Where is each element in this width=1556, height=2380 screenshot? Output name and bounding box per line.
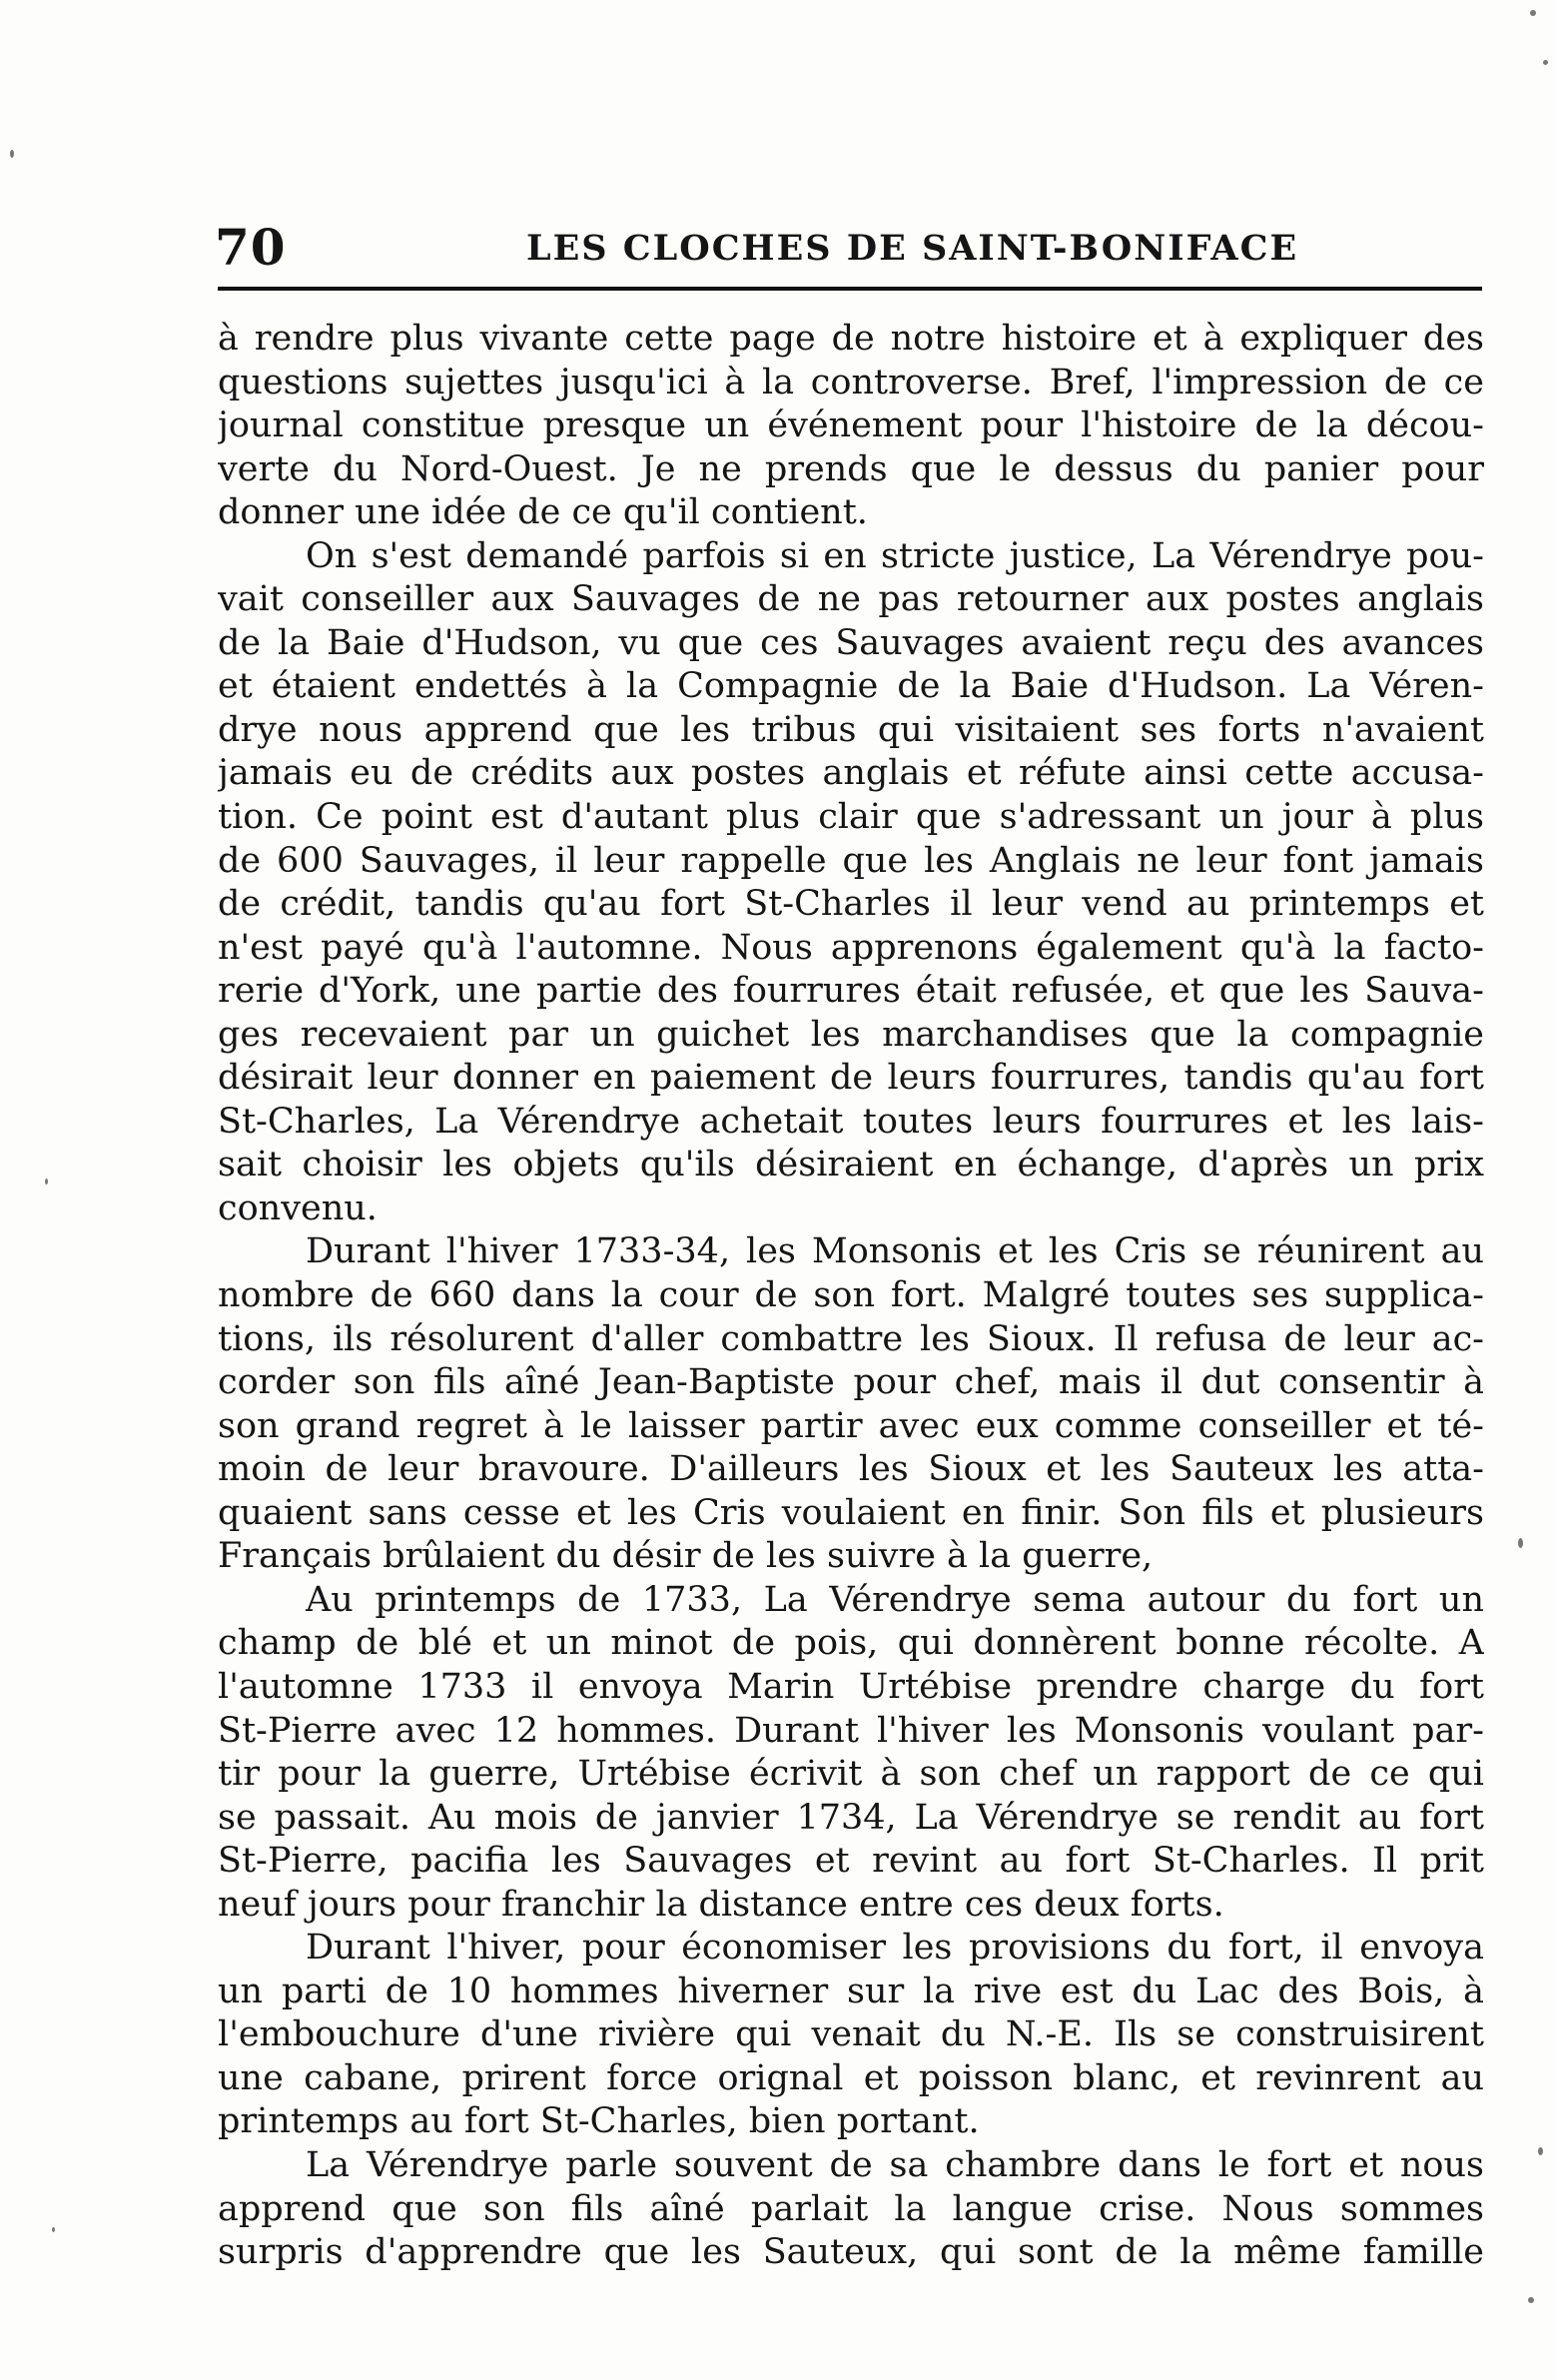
text-line: St-Pierre avec 12 hommes. Durant l'hiver les Monsonis voulant par-	[218, 1710, 1484, 1751]
text-line: et étaient endettés à la Compagnie de la Baie d'Hudson. La Véren-	[218, 666, 1484, 707]
scan-speck	[10, 150, 14, 158]
text-line: se passait. Au mois de janvier 1734, La Vérendrye se rendit au fort	[218, 1797, 1484, 1838]
body-text	[218, 318, 1484, 2275]
text-line: de la Baie d'Hudson, vu que ces Sauvages avaient reçu des avances	[218, 622, 1484, 663]
text-line: tir pour la guerre, Urtébise écrivit à son chef un rapport de ce qui	[218, 1754, 1484, 1795]
text-line: sait choisir les objets qu'ils désiraient en échange, d'après un prix	[218, 1145, 1484, 1186]
paragraph-start-line: Durant l'hiver, pour économiser les provisions du fort, il envoya	[306, 1928, 1484, 1969]
text-line: verte du Nord-Ouest. Je ne prends que le dessus du panier pour	[218, 448, 1484, 489]
text-line: convenu.	[218, 1188, 378, 1228]
text-line: donner une idée de ce qu'il contient.	[218, 492, 868, 533]
text-line: jamais eu de crédits aux postes anglais et réfute ainsi cette accusa-	[218, 753, 1484, 794]
text-line: vait conseiller aux Sauvages de ne pas retourner aux postes anglais	[218, 579, 1484, 620]
text-line: printemps au fort St-Charles, bien portant.	[218, 2101, 980, 2142]
text-line: de 600 Sauvages, il leur rappelle que les Anglais ne leur font jamais	[218, 840, 1484, 881]
text-line: journal constitue presque un événement pour l'histoire de la décou-	[218, 405, 1484, 446]
paragraph-start-line: Au printemps de 1733, La Vérendrye sema autour du fort un	[306, 1579, 1484, 1620]
page-header	[215, 210, 1478, 280]
scan-speck	[1518, 1538, 1523, 1548]
text-line: son grand regret à le laisser partir avec eux comme conseiller et té-	[218, 1405, 1484, 1446]
text-line: apprend que son fils aîné parlait la langue crise. Nous sommes	[218, 2188, 1484, 2229]
text-line: nombre de 660 dans la cour de son fort. Malgré toutes ses supplica-	[218, 1275, 1484, 1316]
text-line: à rendre plus vivante cette page de notre histoire et à expliquer des	[218, 319, 1484, 359]
text-line: surpris d'apprendre que les Sauteux, qui sont de la même famille	[218, 2232, 1484, 2273]
text-line: l'automne 1733 il envoya Marin Urtébise prendre charge du fort	[218, 1666, 1484, 1707]
scan-speck	[1543, 60, 1548, 65]
text-line: de crédit, tandis qu'au fort St-Charles il leur vend au printemps et	[218, 884, 1484, 925]
scan-speck	[1528, 2297, 1534, 2303]
page-number: 70	[215, 218, 287, 277]
text-line: un parti de 10 hommes hiverner sur la rive est du Lac des Bois, à	[218, 1971, 1484, 2011]
text-line: une cabane, prirent force orignal et poisson blanc, et revinrent au	[218, 2057, 1484, 2098]
text-line: moin de leur bravoure. D'ailleurs les Sioux et les Sauteux les atta-	[218, 1449, 1484, 1490]
paragraph-start-line: On s'est demandé parfois si en stricte justice, La Vérendrye pou-	[306, 535, 1484, 576]
text-line: l'embouchure d'une rivière qui venait du N.-E. Ils se construisirent	[218, 2014, 1484, 2055]
text-line: tion. Ce point est d'autant plus clair que s'adressant un jour à plus	[218, 797, 1484, 838]
text-line: questions sujettes jusqu'ici à la controverse. Bref, l'impression de ce	[218, 362, 1484, 402]
scan-speck	[1538, 2147, 1543, 2155]
text-line: drye nous apprend que les tribus qui visitaient ses forts n'avaient	[218, 709, 1484, 750]
text-line: corder son fils aîné Jean-Baptiste pour chef, mais il dut consentir à	[218, 1362, 1484, 1403]
text-line: rerie d'York, une partie des fourrures était refusée, et que les Sauva-	[218, 971, 1484, 1012]
text-line: quaient sans cesse et les Cris voulaient en finir. Son fils et plusieurs	[218, 1492, 1484, 1533]
paragraph-start-line: Durant l'hiver 1733-34, les Monsonis et les Cris se réunirent au	[306, 1231, 1484, 1272]
scan-speck	[1530, 10, 1536, 16]
text-line: ges recevaient par un guichet les marchandises que la compagnie	[218, 1014, 1484, 1055]
text-line: champ de blé et un minot de pois, qui donnèrent bonne récolte. A	[218, 1623, 1484, 1664]
paragraph-start-line: La Vérendrye parle souvent de sa chambre dans le fort et nous	[306, 2144, 1484, 2185]
scan-speck	[52, 2227, 55, 2232]
text-line: désirait leur donner en paiement de leurs fourrures, tandis qu'au fort	[218, 1058, 1484, 1099]
text-line: St-Charles, La Vérendrye achetait toutes leurs fourrures et les lais-	[218, 1101, 1484, 1142]
text-line: St-Pierre, pacifia les Sauvages et revint au fort St-Charles. Il prit	[218, 1841, 1484, 1882]
text-line: n'est payé qu'à l'automne. Nous apprenons également qu'à la facto-	[218, 927, 1484, 968]
header-rule	[218, 287, 1482, 291]
scan-speck	[45, 1179, 48, 1185]
text-line: Français brûlaient du désir de les suivre à la guerre,	[218, 1536, 1154, 1577]
text-line: tions, ils résolurent d'aller combattre les Sioux. Il refusa de leur ac-	[218, 1318, 1484, 1359]
text-line: neuf jours pour franchir la distance entre ces deux forts.	[218, 1884, 1224, 1925]
running-title: LES CLOCHES DE SAINT-BONIFACE	[526, 228, 1299, 269]
